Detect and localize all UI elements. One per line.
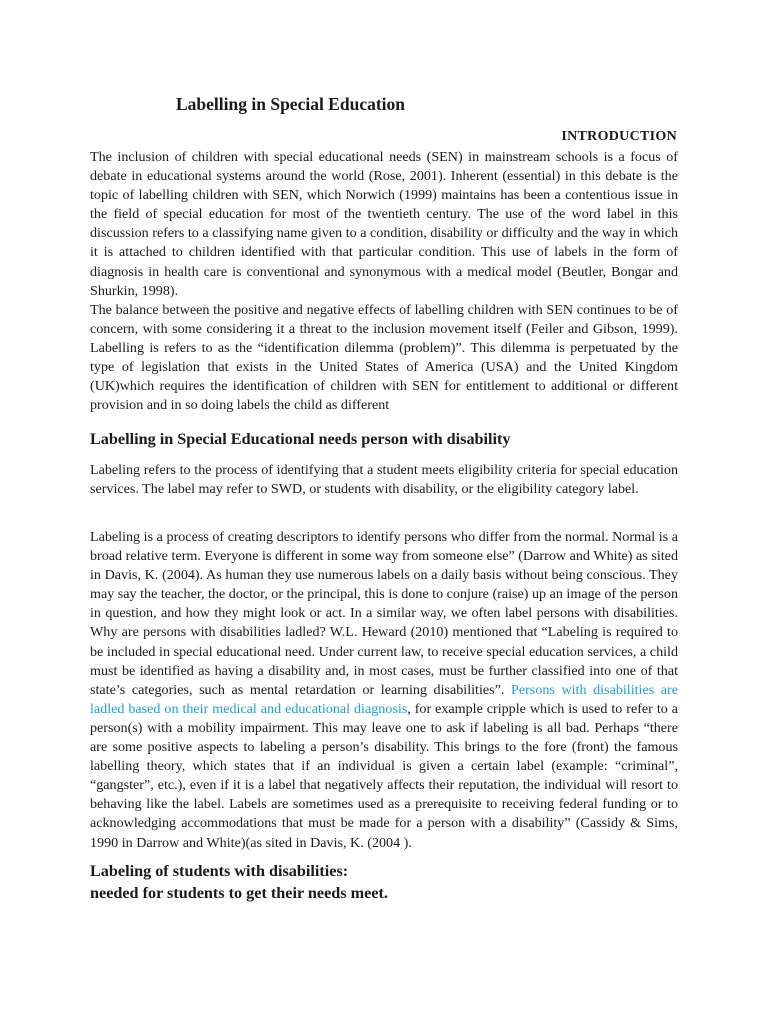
labeling-process-text-part2: , for example cripple which is used to refer to a person(s) with a mobility impairment. This may leave one to ask if labeling is all bad. Perhaps “there are some positive aspects to labeling a person’s disability. This brings to the fore (front) the famous labelling theory, which states that if an individual is given a certain label (example: “criminal”, “gangster”, etc.), even if it is a label that negatively affects their reputation, the individual will resort to behaving like the label. Labels are sometimes used as a prerequisite to receiving federal funding or to acknowledging accommodations that must be made for a person with a disability” (Cassidy & Sims, 1990 in Darrow and White)(as sited in Davis, K. (2004 ). (90, 700, 678, 851)
introduction-heading: INTRODUCTION (561, 129, 677, 144)
section-heading: Labelling in Special Educational needs person with disability (90, 430, 511, 448)
labeling-process-text-part1: Labeling is a process of creating descriptors to identify persons who differ from the normal. Normal is a broad relative term. Everyone is different in some way from someone else” (Darrow and White) as sited in Davis, K. (2004). As human they use numerous labels on a daily basis without being conscious. They may say the teacher, the doctor, or the principal, this is done to conjure (raise) up an image of the person in question, and how they might look or act. In a similar way, we often label persons with disabilities. Why are persons with disabilities ladled? W.L. Heward (2010) mentioned that “Labeling is required to be included in special educational need. Under current law, to receive special education services, a child must be identified as having a disability and, in most cases, must be further classified into one of that state’s categories, such as mental retardation or learning disabilities”. (90, 529, 678, 698)
definition-paragraph: Labeling refers to the process of identifying that a student meets eligibility criteria for special education services. The label may refer to SWD, or students with disability, or the eligibility category label. (90, 462, 678, 498)
intro-paragraph: The inclusion of children with special educational needs (SEN) in mainstream schools is a focus of debate in educational systems around the world (Rose, 2001). Inherent (essential) in this debate is the topic of labelling children with SEN, which Norwich (1999) maintains has been a contentious issue in the field of special education for most of the twentieth century. The use of the word label in this discussion refers to a classifying name given to a condition, disability or difficulty and the way in which it is attached to children identified with that particular condition. This use of labels in the form of diagnosis in health care is conventional and synonymous with a medical model (Beutler, Bongar and Shurkin, 1998). (90, 149, 678, 299)
bottom-heading-line-1: Labeling of students with disabilities: (90, 862, 349, 880)
highlighted-text: Persons with disabilities are ladled based on their medical and educational diagnosis (90, 681, 678, 717)
bottom-heading-line-2: needed for students to get their needs meet. (90, 884, 388, 902)
document-title: Labelling in Special Education (176, 94, 406, 114)
balance-paragraph: The balance between the positive and negative effects of labelling children with SEN continues to be of concern, with some considering it a threat to the inclusion movement itself (Feiler and Gibson, 1999). Labelling is refers to as the “identification dilemma (problem)”. This dilemma is perpetuated by the type of legislation that exists in the United States of America (USA) and the United Kingdom (UK)which requires the identification of children with SEN for entitlement to additional or different provision and in so doing labels the child as different (90, 302, 678, 414)
labeling-process-paragraph (90, 528, 678, 853)
